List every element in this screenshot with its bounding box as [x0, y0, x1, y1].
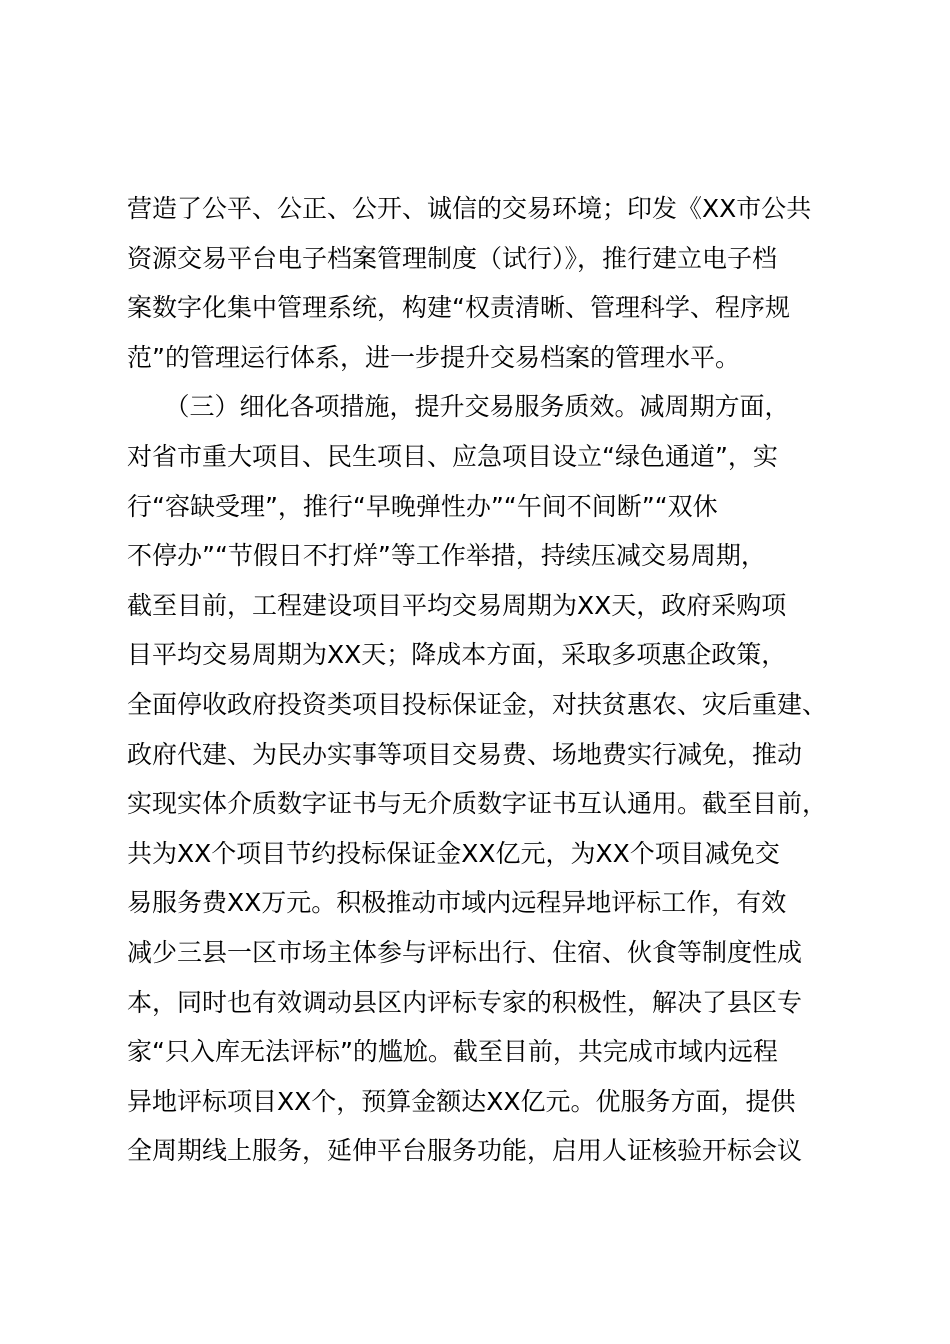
text-line: 行“容缺受理”，推行“早晚弹性办”“午间不间断”“双休	[127, 491, 718, 521]
text-line: 政府代建、为民办实事等项目交易费、场地费实行减免，推动	[127, 739, 803, 769]
text-line: 易服务费XX万元。积极推动市域内远程异地评标工作，有效	[127, 888, 787, 918]
text-line: 案数字化集中管理系统，构建“权责清晰、管理科学、程序规	[127, 293, 790, 323]
text-line: 不停办”“节假日不打烊”等工作举措，持续压减交易周期，	[127, 541, 766, 571]
text-line: 全周期线上服务，延伸平台服务功能，启用人证核验开标会议	[127, 1136, 803, 1166]
body-text	[127, 184, 847, 1176]
text-line: （三）细化各项措施，提升交易服务质效。减周期方面，	[127, 392, 790, 422]
text-line: 范”的管理运行体系，进一步提升交易档案的管理水平。	[127, 342, 740, 372]
text-line: 共为XX个项目节约投标保证金XX亿元，为XX个项目减免交	[127, 838, 780, 868]
text-line: 对省市重大项目、民生项目、应急项目设立“绿色通道”，实	[127, 441, 778, 471]
text-line: 截至目前，工程建设项目平均交易周期为XX天，政府采购项	[127, 590, 787, 620]
text-line: 家“只入库无法评标”的尴尬。截至目前，共完成市域内远程	[127, 1037, 778, 1067]
text-line: 本，同时也有效调动县区内评标专家的积极性，解决了县区专	[127, 987, 803, 1017]
text-line: 减少三县一区市场主体参与评标出行、住宿、伙食等制度性成	[127, 937, 803, 967]
text-line: 异地评标项目XX个，预算金额达XX亿元。优服务方面，提供	[127, 1086, 796, 1116]
text-line: 营造了公平、公正、公开、诚信的交易环境；印发《XX市公共	[127, 194, 812, 223]
text-line: 资源交易平台电子档案管理制度（试行）》，推行建立电子档	[127, 243, 778, 273]
text-line: 全面停收政府投资类项目投标保证金，对扶贫惠农、灾后重建、	[127, 689, 828, 719]
text-line: 目平均交易周期为XX天；降成本方面，采取多项惠企政策，	[127, 640, 787, 670]
text-line: 实现实体介质数字证书与无介质数字证书互认通用。截至目前，	[127, 789, 828, 819]
